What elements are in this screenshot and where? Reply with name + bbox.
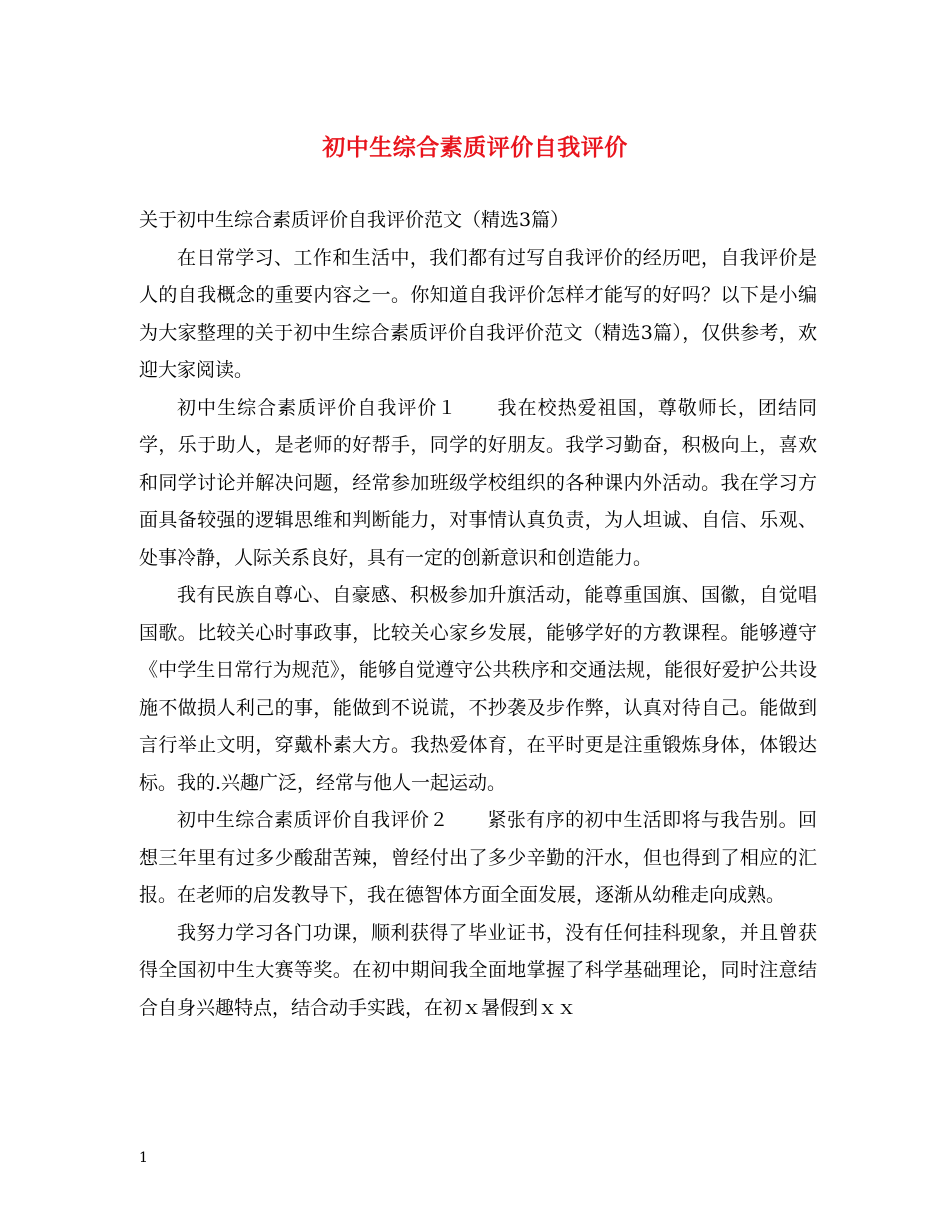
intro-paragraph: 在日常学习、工作和生活中，我们都有过写自我评价的经历吧，自我评价是人的自我概念的重要内容之一。你知道自我评价怎样才能写的好吗？以下是小编为大家整理的关于初中生综合素质评价自我评价范文（精选3篇），仅供参考，欢迎大家阅读。 [139, 246, 817, 381]
evaluation-1-continued-paragraph: 我有民族自尊心、自豪感、积极参加升旗活动，能尊重国旗、国徽，自觉唱国歌。比较关心时事政事，比较关心家乡发展，能够学好的方教课程。能够遵守《中学生日常行为规范》，能够自觉遵守公共秩序和交通法规，能很好爱护公共设施不做损人利己的事，能做到不说谎，不抄袭及步作弊，认真对待自己。能做到言行举止文明，穿戴朴素大方。我热爱体育，在平时更是注重锻炼身体，体锻达标。我的.兴趣广泛，经常与他人一起运动。 [139, 584, 817, 794]
document-title: 初中生综合素质评价自我评价 [322, 134, 628, 161]
evaluation-2-continued-paragraph: 我努力学习各门功课，顺利获得了毕业证书，没有任何挂科现象，并且曾获得全国初中生大赛等奖。在初中期间我全面地掌握了科学基础理论，同时注意结合自身兴趣特点，结合动手实践，在初ｘ暑假到ｘｘ [139, 921, 817, 1019]
page-number: 1 [139, 1150, 148, 1166]
evaluation-1-paragraph: 初中生综合素质评价自我评价１ 我在校热爱祖国，尊敬师长，团结同学，乐于助人，是老师的好帮手，同学的好朋友。我学习勤奋，积极向上，喜欢和同学讨论并解决问题，经常参加班级学校组织的各种课内外活动。我在学习方面具备较强的逻辑思维和判断能力，对事情认真负责，为人坦诚、自信、乐观、处事冷静，人际关系良好，具有一定的创新意识和创造能力。 [139, 396, 817, 569]
evaluation-2-paragraph: 初中生综合素质评价自我评价２ 紧张有序的初中生活即将与我告别。回想三年里有过多少酸甜苦辣，曾经付出了多少辛勤的汗水，但也得到了相应的汇报。在老师的启发教导下，我在德智体方面全面发展，逐渐从幼稚走向成熟。 [139, 809, 817, 906]
document-body [139, 202, 817, 1027]
document-subtitle-paragraph: 关于初中生综合素质评价自我评价范文（精选3篇） [139, 209, 570, 231]
